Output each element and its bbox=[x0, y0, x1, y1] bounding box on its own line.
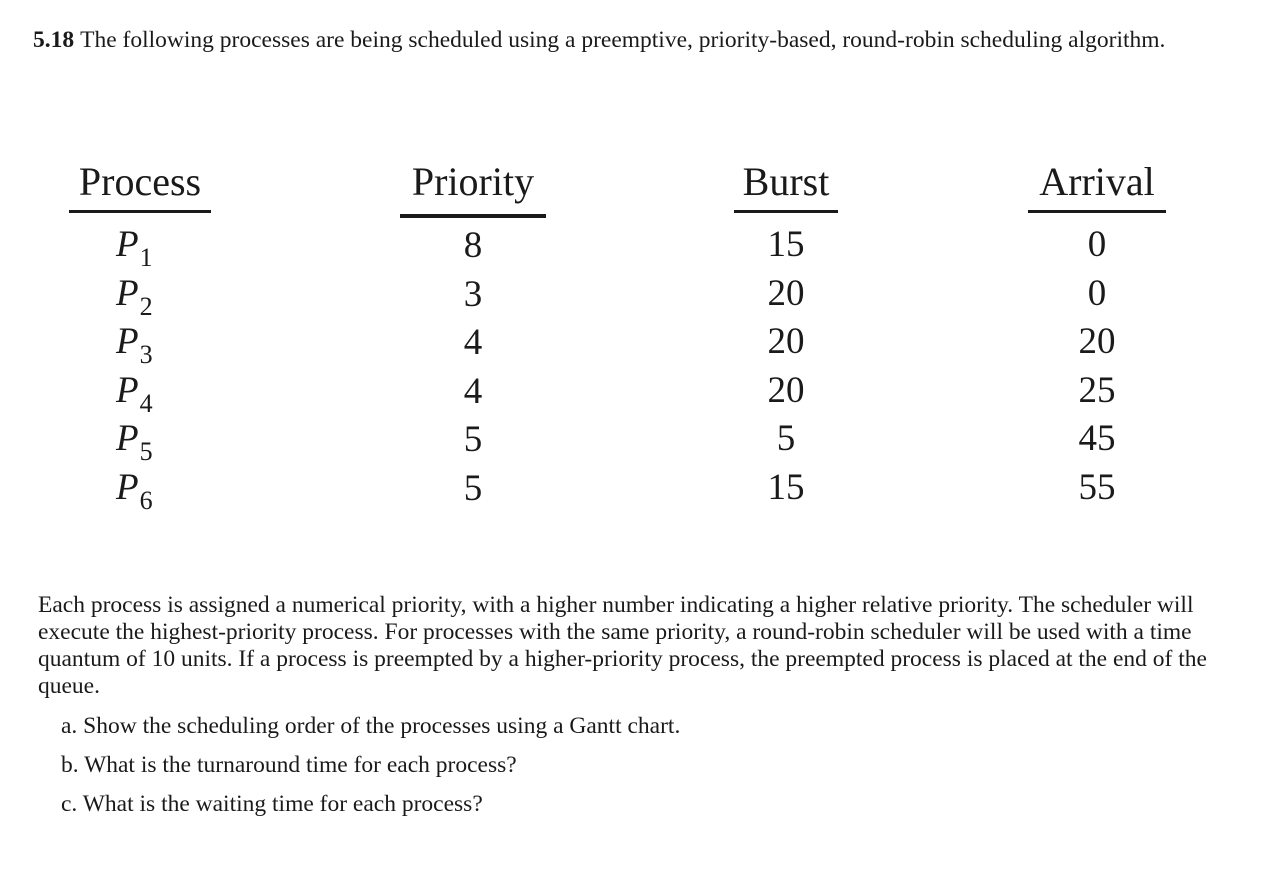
burst-cell: 20 bbox=[767, 369, 805, 411]
priority-header: Priority bbox=[411, 159, 535, 204]
burst-column bbox=[730, 158, 842, 512]
question-c: c. What is the waiting time for each process? bbox=[61, 791, 483, 817]
problem-heading bbox=[33, 26, 1233, 54]
burst-cell: 15 bbox=[767, 466, 805, 508]
priority-cell: 3 bbox=[463, 273, 483, 315]
question-b: b. What is the turnaround time for each process? bbox=[61, 752, 517, 778]
priority-header-rule bbox=[400, 214, 546, 218]
priority-cell: 8 bbox=[463, 225, 483, 266]
arrival-cell: 0 bbox=[1087, 272, 1107, 314]
process-cell: $P_1$ bbox=[116, 224, 153, 272]
arrival-column bbox=[1024, 158, 1170, 512]
arrival-header: Arrival bbox=[1039, 159, 1155, 204]
burst-cell: 20 bbox=[767, 272, 805, 314]
process-cell: $P_4$ bbox=[116, 369, 153, 418]
priority-cell: 5 bbox=[463, 467, 483, 509]
process-cell: $P_2$ bbox=[116, 272, 153, 321]
burst-header-rule bbox=[734, 210, 838, 213]
problem-number: 5.18 bbox=[33, 27, 75, 53]
priority-column bbox=[397, 158, 549, 513]
problem-statement: The following processes are being scheduled using a preemptive, priority-based, round-robin scheduling algorithm. bbox=[80, 27, 1166, 53]
process-cell: $P_3$ bbox=[116, 321, 153, 369]
priority-cell: 5 bbox=[463, 419, 483, 460]
arrival-cell: 45 bbox=[1078, 418, 1116, 459]
burst-header: Burst bbox=[742, 159, 830, 204]
burst-cell: 5 bbox=[776, 418, 796, 459]
process-cell: $P_5$ bbox=[116, 418, 153, 466]
burst-cell: 15 bbox=[767, 224, 805, 265]
arrival-cell: 55 bbox=[1078, 466, 1116, 508]
process-column bbox=[66, 158, 214, 515]
arrival-cell: 20 bbox=[1078, 321, 1116, 362]
burst-cell: 20 bbox=[767, 321, 805, 362]
process-header-rule bbox=[69, 210, 211, 213]
question-a: a. Show the scheduling order of the processes using a Gantt chart. bbox=[61, 713, 681, 739]
priority-cell: 4 bbox=[463, 370, 483, 412]
arrival-cell: 0 bbox=[1087, 224, 1107, 265]
process-header: Process bbox=[78, 159, 202, 204]
priority-cell: 4 bbox=[463, 322, 483, 363]
process-cell: $P_6$ bbox=[116, 466, 153, 515]
arrival-header-rule bbox=[1028, 210, 1166, 213]
arrival-cell: 25 bbox=[1078, 369, 1116, 411]
description-paragraph: Each process is assigned a numerical priority, with a higher number indicating a higher relative priority. The scheduler will execute the highest-priority process. For processes with the same priority, a round-robin scheduler will be used with a time quantum of 10 units. If a process is preempted by a higher-priority process, the preempted process is placed at the end of the queue. bbox=[38, 592, 1207, 699]
